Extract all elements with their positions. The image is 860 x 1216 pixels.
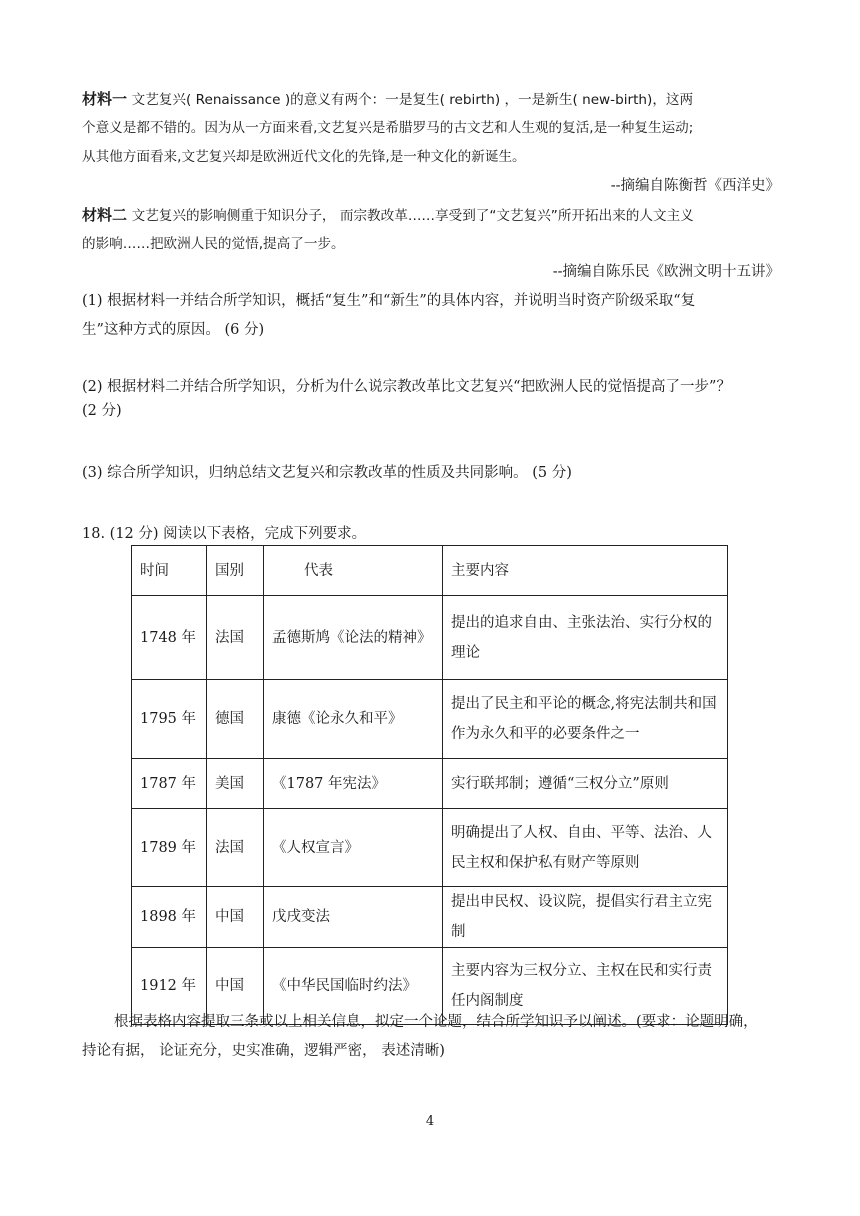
row-representative: 戊戌变法 (264, 887, 443, 948)
row-content: 明确提出了人权、自由、平等、法治、人民主权和保护私有财产等原则 (443, 809, 728, 887)
material2-text-1: 文艺复兴的影响侧重于知识分子， 而宗教改革……享受到了“文艺复兴”所开拓出来的人文主义 (131, 208, 694, 224)
row-representative: 孟德斯鸠《论法的精神》 (264, 596, 443, 680)
row-content: 提出申民权、设议院，提倡实行君主立宪制 (443, 887, 728, 948)
row-country: 中国 (207, 948, 264, 1025)
row-year: 1912 年 (132, 948, 207, 1025)
material1-line3: 从其他方面看来,文艺复兴却是欧洲近代文化的先锋,是一种文化的新诞生。 (82, 149, 526, 165)
row-representative: 《中华民国临时约法》 (264, 948, 443, 1025)
table-row (132, 887, 728, 948)
row-year: 1795 年 (132, 680, 207, 759)
header-content: 主要内容 (443, 546, 728, 596)
row-country: 法国 (207, 809, 264, 887)
row-country: 法国 (207, 596, 264, 680)
material1-line2: 个意义是都不错的。因为从一方面来看,文艺复兴是希腊罗马的古文艺和人生观的复活,是一种复生运动; (82, 120, 694, 136)
table-row (132, 596, 728, 680)
row-year: 1748 年 (132, 596, 207, 680)
question2-line2: (2 分) (82, 403, 122, 419)
header-time: 时间 (132, 546, 207, 596)
material2-label: 材料二 (82, 206, 128, 224)
table-header-row (132, 546, 728, 596)
page-number: 4 (425, 1114, 435, 1129)
row-representative: 《人权宣言》 (264, 809, 443, 887)
row-content: 提出了民主和平论的概念,将宪法制共和国作为永久和平的必要条件之一 (443, 680, 728, 759)
material2-source: --摘编自陈乐民《欧洲文明十五讲》 (552, 264, 780, 280)
table-row (132, 809, 728, 887)
row-year: 1789 年 (132, 809, 207, 887)
row-country: 美国 (207, 759, 264, 809)
header-country: 国别 (207, 546, 264, 596)
header-representative: 代表 (264, 546, 443, 596)
material2-line1 (82, 205, 694, 226)
row-country: 中国 (207, 887, 264, 948)
question18-title: 18. (12 分) 阅读以下表格，完成下列要求。 (82, 526, 367, 542)
question3: (3) 综合所学知识，归纳总结文艺复兴和宗教改革的性质及共同影响。 (5 分) (82, 465, 572, 481)
row-representative: 《1787 年宪法》 (264, 759, 443, 809)
question1-line2: 生”这种方式的原因。 (6 分) (82, 322, 265, 338)
material2-line2: 的影响……把欧洲人民的觉悟,提高了一步。 (82, 236, 345, 252)
question1-line1: (1) 根据材料一并结合所学知识，概括“复生”和“新生”的具体内容，并说明当时资产阶级采取“复 (82, 293, 696, 309)
row-country: 德国 (207, 680, 264, 759)
row-year: 1787 年 (132, 759, 207, 809)
row-representative: 康德《论永久和平》 (264, 680, 443, 759)
q18-table (131, 545, 728, 1025)
material1-text-1: 文艺复兴( Renaissance )的意义有两个：一是复生( rebirth) ，一是新生( new-birth)，这两 (131, 92, 694, 108)
row-content: 提出的追求自由、主张法治、实行分权的理论 (443, 596, 728, 680)
material1-line1 (82, 89, 693, 110)
q18-instruction-line1: 根据表格内容提取三条或以上相关信息，拟定一个论题，结合所学知识予以阐述。(要求：论题明确， (114, 1014, 758, 1030)
material1-label: 材料一 (82, 90, 128, 108)
table-row (132, 759, 728, 809)
material1-source: --摘编自陈衡哲《西洋史》 (610, 178, 780, 194)
row-year: 1898 年 (132, 887, 207, 948)
row-content: 主要内容为三权分立、主权在民和实行责任内阁制度 (443, 948, 728, 1025)
q18-instruction-line2: 持论有据， 论证充分，史实准确，逻辑严密， 表述清晰) (82, 1043, 445, 1059)
table-row (132, 680, 728, 759)
question2-line1: (2) 根据材料二并结合所学知识，分析为什么说宗教改革比文艺复兴“把欧洲人民的觉悟提高了一步”？ (82, 379, 731, 395)
row-content: 实行联邦制；遵循“三权分立”原则 (443, 759, 728, 809)
